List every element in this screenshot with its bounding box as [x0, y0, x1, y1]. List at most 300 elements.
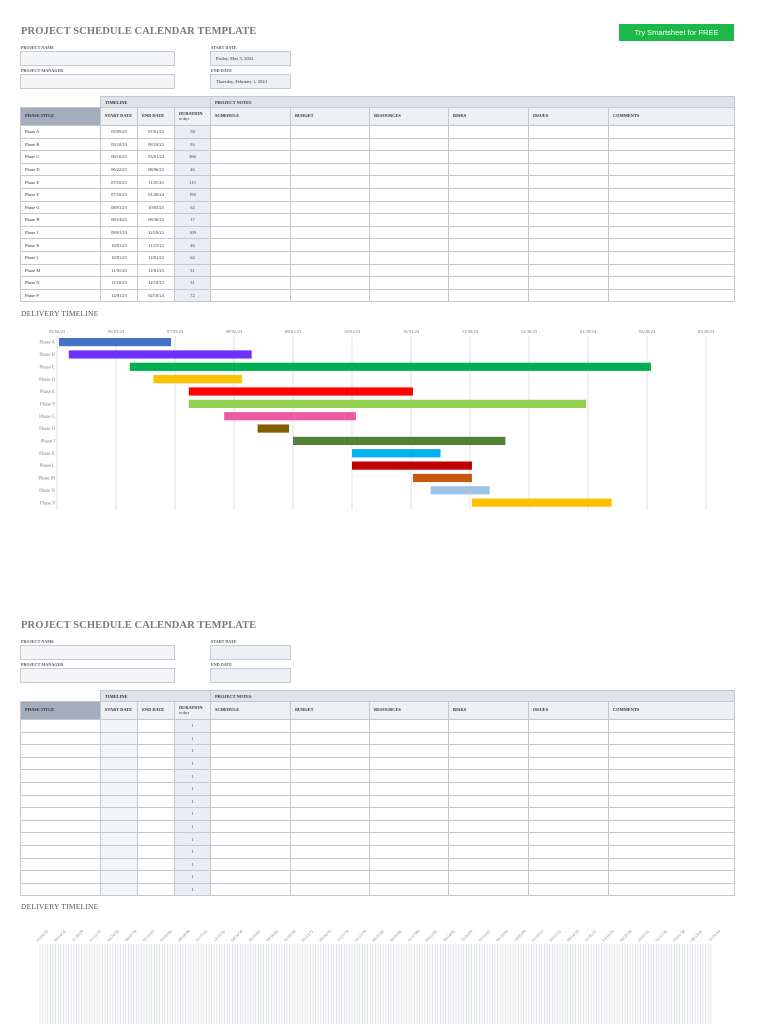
duration-cell[interactable]: 109 [175, 226, 211, 239]
schedule-cell[interactable] [211, 871, 291, 884]
phase-title-cell[interactable] [21, 820, 101, 833]
budget-cell[interactable] [291, 770, 370, 783]
start-date-cell[interactable] [101, 808, 138, 821]
resources-cell[interactable] [370, 226, 449, 239]
resources-cell[interactable] [370, 833, 449, 846]
schedule-cell[interactable] [211, 264, 291, 277]
resources-cell[interactable] [370, 795, 449, 808]
comments-cell[interactable] [609, 126, 735, 139]
comments-cell[interactable] [609, 883, 735, 896]
duration-cell[interactable]: 193 [175, 188, 211, 201]
risks-cell[interactable] [449, 126, 529, 139]
duration-cell[interactable]: 1 [175, 757, 211, 770]
budget-cell[interactable] [291, 845, 370, 858]
phase-title-cell[interactable]: Phase A [21, 126, 101, 139]
phase-title-cell[interactable]: Phase C [21, 151, 101, 164]
start-date-cell[interactable]: 12/01/23 [101, 289, 138, 302]
schedule-cell[interactable] [211, 126, 291, 139]
end-date-cell[interactable]: 08/30/23 [138, 214, 175, 227]
duration-cell[interactable]: 1 [175, 820, 211, 833]
risks-cell[interactable] [449, 871, 529, 884]
issues-cell[interactable] [529, 795, 609, 808]
issues-cell[interactable] [529, 151, 609, 164]
budget-cell[interactable] [291, 833, 370, 846]
phase-title-cell[interactable] [21, 795, 101, 808]
start-date-cell[interactable] [101, 732, 138, 745]
budget-cell[interactable] [291, 883, 370, 896]
risks-cell[interactable] [449, 138, 529, 151]
risks-cell[interactable] [449, 277, 529, 290]
duration-cell[interactable]: 1 [175, 732, 211, 745]
schedule-cell[interactable] [211, 239, 291, 252]
issues-cell[interactable] [529, 126, 609, 139]
phase-title-cell[interactable] [21, 833, 101, 846]
risks-cell[interactable] [449, 820, 529, 833]
schedule-cell[interactable] [211, 214, 291, 227]
phase-title-cell[interactable] [21, 757, 101, 770]
comments-cell[interactable] [609, 289, 735, 302]
resources-cell[interactable] [370, 845, 449, 858]
comments-cell[interactable] [609, 264, 735, 277]
start-date-cell[interactable] [101, 845, 138, 858]
comments-cell[interactable] [609, 795, 735, 808]
schedule-cell[interactable] [211, 770, 291, 783]
end-date-cell[interactable]: 12/01/23 [138, 264, 175, 277]
start-date-cell[interactable] [101, 858, 138, 871]
end-date-cell[interactable] [138, 795, 175, 808]
resources-cell[interactable] [370, 770, 449, 783]
phase-title-cell[interactable]: Phase J [21, 226, 101, 239]
issues-cell[interactable] [529, 770, 609, 783]
start-date-cell[interactable]: 08/01/23 [101, 201, 138, 214]
budget-cell[interactable] [291, 226, 370, 239]
start-date-cell[interactable]: 07/10/23 [101, 188, 138, 201]
end-date-cell[interactable] [138, 757, 175, 770]
table-row [21, 858, 735, 871]
schedule-cell[interactable] [211, 858, 291, 871]
duration-cell[interactable]: 62 [175, 201, 211, 214]
start-date-cell[interactable] [101, 720, 138, 733]
try-smartsheet-button[interactable]: Try Smartsheet for FREE [619, 24, 734, 41]
project-manager-label-2: PROJECT MANAGER [21, 662, 64, 667]
phase-title-cell[interactable] [21, 808, 101, 821]
x-tick-label: 12/15/56 [212, 928, 227, 943]
end-date-cell[interactable] [138, 770, 175, 783]
risks-cell[interactable] [449, 201, 529, 214]
phase-title-cell[interactable] [21, 782, 101, 795]
issues-cell[interactable] [529, 277, 609, 290]
risks-cell[interactable] [449, 151, 529, 164]
schedule-cell[interactable] [211, 808, 291, 821]
phase-title-cell[interactable]: Phase G [21, 201, 101, 214]
resources-cell[interactable] [370, 163, 449, 176]
end-date-cell[interactable]: 07/01/23 [138, 126, 175, 139]
duration-cell[interactable]: 46 [175, 239, 211, 252]
duration-cell[interactable]: 1 [175, 720, 211, 733]
issues-cell[interactable] [529, 214, 609, 227]
risks-cell[interactable] [449, 289, 529, 302]
end-date-cell[interactable]: 01/28/24 [138, 188, 175, 201]
resources-cell[interactable] [370, 188, 449, 201]
x-tick-label: 03/29/24 [697, 329, 715, 334]
resources-cell[interactable] [370, 201, 449, 214]
resources-cell[interactable] [370, 782, 449, 795]
issues-cell[interactable] [529, 820, 609, 833]
issues-cell[interactable] [529, 720, 609, 733]
issues-cell[interactable] [529, 201, 609, 214]
end-date-cell[interactable]: 11/01/23 [138, 176, 175, 189]
end-date-cell[interactable] [138, 808, 175, 821]
duration-cell[interactable]: 17 [175, 214, 211, 227]
end-date-cell[interactable] [138, 871, 175, 884]
risks-cell[interactable] [449, 745, 529, 758]
budget-cell[interactable] [291, 251, 370, 264]
project-manager-field-2[interactable] [20, 668, 175, 683]
schedule-cell[interactable] [211, 883, 291, 896]
comments-cell[interactable] [609, 138, 735, 151]
issues-cell[interactable] [529, 833, 609, 846]
comments-cell[interactable] [609, 871, 735, 884]
risks-cell[interactable] [449, 176, 529, 189]
end-date-cell[interactable] [138, 883, 175, 896]
comments-cell[interactable] [609, 782, 735, 795]
issues-cell[interactable] [529, 883, 609, 896]
duration-cell[interactable]: 266 [175, 151, 211, 164]
schedule-cell[interactable] [211, 138, 291, 151]
issues-cell[interactable] [529, 871, 609, 884]
start-date-cell[interactable] [101, 795, 138, 808]
schedule-cell[interactable] [211, 820, 291, 833]
issues-cell[interactable] [529, 757, 609, 770]
start-date-field-2[interactable] [210, 645, 291, 660]
end-date-cell[interactable] [138, 820, 175, 833]
duration-cell[interactable]: 1 [175, 858, 211, 871]
end-date-cell[interactable] [138, 745, 175, 758]
duration-cell[interactable]: 1 [175, 845, 211, 858]
schedule-cell[interactable] [211, 845, 291, 858]
phase-title-cell[interactable]: Phase N [21, 277, 101, 290]
end-date-cell[interactable] [138, 720, 175, 733]
end-date-cell[interactable]: 10/03/23 [138, 201, 175, 214]
start-date-cell[interactable]: 10/01/23 [101, 239, 138, 252]
comments-cell[interactable] [609, 163, 735, 176]
risks-cell[interactable] [449, 782, 529, 795]
risks-cell[interactable] [449, 770, 529, 783]
comments-cell[interactable] [609, 201, 735, 214]
resources-cell[interactable] [370, 176, 449, 189]
issues-cell[interactable] [529, 138, 609, 151]
resources-cell[interactable] [370, 820, 449, 833]
budget-cell[interactable] [291, 201, 370, 214]
issues-cell[interactable] [529, 251, 609, 264]
budget-cell[interactable] [291, 745, 370, 758]
end-date-cell[interactable] [138, 833, 175, 846]
comments-cell[interactable] [609, 770, 735, 783]
end-date-cell[interactable]: 12/18/23 [138, 226, 175, 239]
schedule-cell[interactable] [211, 745, 291, 758]
comments-cell[interactable] [609, 858, 735, 871]
schedule-cell[interactable] [211, 188, 291, 201]
phase-title-cell[interactable]: Phase L [21, 251, 101, 264]
schedule-cell[interactable] [211, 289, 291, 302]
issues-cell[interactable] [529, 188, 609, 201]
issues-cell[interactable] [529, 264, 609, 277]
comments-cell[interactable] [609, 720, 735, 733]
risks-cell[interactable] [449, 808, 529, 821]
start-date-field[interactable]: Friday, May 5, 2023 [210, 51, 291, 66]
phase-title-cell[interactable]: Phase E [21, 176, 101, 189]
risks-cell[interactable] [449, 214, 529, 227]
issues-cell[interactable] [529, 808, 609, 821]
end-date-cell[interactable]: 12/01/23 [138, 251, 175, 264]
col-duration-sub-2: in days [179, 710, 190, 715]
phase-title-cell[interactable]: Phase D [21, 163, 101, 176]
issues-cell[interactable] [529, 745, 609, 758]
schedule-cell[interactable] [211, 720, 291, 733]
resources-cell[interactable] [370, 251, 449, 264]
resources-cell[interactable] [370, 858, 449, 871]
duration-cell[interactable]: 1 [175, 833, 211, 846]
duration-cell[interactable]: 1 [175, 782, 211, 795]
end-date-field-2[interactable] [210, 668, 291, 683]
phase-title-cell[interactable] [21, 858, 101, 871]
comments-cell[interactable] [609, 732, 735, 745]
start-date-cell[interactable] [101, 871, 138, 884]
schedule-cell[interactable] [211, 277, 291, 290]
phase-title-cell[interactable] [21, 871, 101, 884]
resources-cell[interactable] [370, 239, 449, 252]
end-date-field[interactable]: Thursday, February 1, 2024 [210, 74, 291, 89]
issues-cell[interactable] [529, 163, 609, 176]
budget-cell[interactable] [291, 138, 370, 151]
budget-cell[interactable] [291, 858, 370, 871]
issues-cell[interactable] [529, 782, 609, 795]
budget-cell[interactable] [291, 176, 370, 189]
resources-cell[interactable] [370, 883, 449, 896]
phase-title-cell[interactable] [21, 732, 101, 745]
start-date-cell[interactable]: 06/10/23 [101, 151, 138, 164]
start-date-cell[interactable]: 10/01/23 [101, 251, 138, 264]
risks-cell[interactable] [449, 188, 529, 201]
budget-cell[interactable] [291, 277, 370, 290]
budget-cell[interactable] [291, 163, 370, 176]
project-name-field-2[interactable] [20, 645, 175, 660]
resources-cell[interactable] [370, 732, 449, 745]
comments-cell[interactable] [609, 808, 735, 821]
duration-cell[interactable]: 1 [175, 745, 211, 758]
schedule-cell[interactable] [211, 757, 291, 770]
budget-cell[interactable] [291, 757, 370, 770]
duration-cell[interactable]: 1 [175, 795, 211, 808]
resources-cell[interactable] [370, 151, 449, 164]
comments-cell[interactable] [609, 820, 735, 833]
col-duration-label-2: DURATION [179, 704, 203, 710]
budget-cell[interactable] [291, 782, 370, 795]
resources-cell[interactable] [370, 126, 449, 139]
resources-cell[interactable] [370, 138, 449, 151]
issues-cell[interactable] [529, 732, 609, 745]
start-date-cell[interactable] [101, 883, 138, 896]
start-date-cell[interactable]: 06/22/23 [101, 163, 138, 176]
risks-cell[interactable] [449, 858, 529, 871]
issues-cell[interactable] [529, 176, 609, 189]
start-date-cell[interactable]: 07/10/23 [101, 176, 138, 189]
budget-cell[interactable] [291, 871, 370, 884]
start-date-cell[interactable]: 05/10/23 [101, 138, 138, 151]
budget-cell[interactable] [291, 214, 370, 227]
duration-cell[interactable]: 93 [175, 138, 211, 151]
budget-cell[interactable] [291, 239, 370, 252]
schedule-cell[interactable] [211, 251, 291, 264]
end-date-cell[interactable] [138, 858, 175, 871]
end-date-cell[interactable] [138, 845, 175, 858]
end-date-cell[interactable]: 08/18/23 [138, 138, 175, 151]
schedule-cell[interactable] [211, 163, 291, 176]
start-date-cell[interactable] [101, 745, 138, 758]
comments-cell[interactable] [609, 214, 735, 227]
phase-title-cell[interactable] [21, 745, 101, 758]
budget-cell[interactable] [291, 808, 370, 821]
phase-title-cell[interactable]: Phase K [21, 239, 101, 252]
start-date-cell[interactable] [101, 782, 138, 795]
risks-cell[interactable] [449, 239, 529, 252]
comments-cell[interactable] [609, 151, 735, 164]
schedule-cell[interactable] [211, 782, 291, 795]
resources-cell[interactable] [370, 808, 449, 821]
resources-cell[interactable] [370, 757, 449, 770]
x-tick-label: 02/11/02 [477, 928, 492, 943]
risks-cell[interactable] [449, 757, 529, 770]
col-duration-2 [175, 702, 211, 720]
duration-cell[interactable]: 58 [175, 126, 211, 139]
duration-cell[interactable]: 1 [175, 770, 211, 783]
phase-title-cell[interactable] [21, 845, 101, 858]
risks-cell[interactable] [449, 795, 529, 808]
duration-cell[interactable]: 31 [175, 277, 211, 290]
budget-cell[interactable] [291, 795, 370, 808]
schedule-cell[interactable] [211, 176, 291, 189]
resources-cell[interactable] [370, 871, 449, 884]
end-date-cell[interactable] [138, 732, 175, 745]
phase-title-cell[interactable]: Phase P [21, 289, 101, 302]
budget-cell[interactable] [291, 126, 370, 139]
risks-cell[interactable] [449, 732, 529, 745]
resources-cell[interactable] [370, 277, 449, 290]
start-date-cell[interactable] [101, 833, 138, 846]
resources-cell[interactable] [370, 214, 449, 227]
schedule-cell[interactable] [211, 795, 291, 808]
comments-cell[interactable] [609, 176, 735, 189]
project-name-field[interactable] [20, 51, 175, 66]
comments-cell[interactable] [609, 277, 735, 290]
end-date-cell[interactable]: 12/10/23 [138, 277, 175, 290]
comments-cell[interactable] [609, 757, 735, 770]
budget-cell[interactable] [291, 264, 370, 277]
budget-cell[interactable] [291, 151, 370, 164]
issues-cell[interactable] [529, 239, 609, 252]
comments-cell[interactable] [609, 188, 735, 201]
phase-title-cell[interactable] [21, 720, 101, 733]
resources-cell[interactable] [370, 264, 449, 277]
duration-cell[interactable]: 1 [175, 871, 211, 884]
duration-cell[interactable]: 72 [175, 289, 211, 302]
phase-title-cell[interactable] [21, 883, 101, 896]
issues-cell[interactable] [529, 845, 609, 858]
risks-cell[interactable] [449, 163, 529, 176]
resources-cell[interactable] [370, 745, 449, 758]
comments-cell[interactable] [609, 745, 735, 758]
comments-cell[interactable] [609, 239, 735, 252]
budget-cell[interactable] [291, 188, 370, 201]
phase-title-cell[interactable]: Phase M [21, 264, 101, 277]
start-date-cell[interactable] [101, 770, 138, 783]
risks-cell[interactable] [449, 720, 529, 733]
phase-title-cell[interactable]: Phase F [21, 188, 101, 201]
start-date-cell[interactable]: 11/10/23 [101, 277, 138, 290]
start-date-cell[interactable] [101, 820, 138, 833]
start-date-cell[interactable]: 05/05/23 [101, 126, 138, 139]
duration-cell[interactable]: 46 [175, 163, 211, 176]
schedule-cell[interactable] [211, 201, 291, 214]
risks-cell[interactable] [449, 883, 529, 896]
issues-cell[interactable] [529, 226, 609, 239]
risks-cell[interactable] [449, 833, 529, 846]
budget-cell[interactable] [291, 732, 370, 745]
end-date-cell[interactable]: 11/15/23 [138, 239, 175, 252]
x-tick-label: 01/02/69 [282, 928, 297, 943]
issues-cell[interactable] [529, 289, 609, 302]
end-date-cell[interactable]: 08/06/23 [138, 163, 175, 176]
phase-title-cell[interactable]: Phase H [21, 214, 101, 227]
schedule-cell[interactable] [211, 151, 291, 164]
comments-cell[interactable] [609, 226, 735, 239]
budget-cell[interactable] [291, 289, 370, 302]
x-tick-label: 11/26/99 [459, 928, 474, 943]
schedule-cell[interactable] [211, 732, 291, 745]
risks-cell[interactable] [449, 845, 529, 858]
issues-cell[interactable] [529, 858, 609, 871]
resources-cell[interactable] [370, 720, 449, 733]
start-date-cell[interactable]: 09/01/23 [101, 226, 138, 239]
end-date-cell[interactable]: 02/10/24 [138, 289, 175, 302]
schedule-cell[interactable] [211, 833, 291, 846]
duration-cell[interactable]: 31 [175, 264, 211, 277]
risks-cell[interactable] [449, 251, 529, 264]
risks-cell[interactable] [449, 264, 529, 277]
end-date-cell[interactable] [138, 782, 175, 795]
comments-cell[interactable] [609, 251, 735, 264]
comments-cell[interactable] [609, 845, 735, 858]
timeline-header-2: TIMELINE [101, 691, 211, 702]
start-date-cell[interactable]: 11/01/23 [101, 264, 138, 277]
project-manager-field[interactable] [20, 74, 175, 89]
resources-cell[interactable] [370, 289, 449, 302]
phase-title-cell[interactable]: Phase B [21, 138, 101, 151]
duration-cell[interactable]: 1 [175, 883, 211, 896]
duration-cell[interactable]: 62 [175, 251, 211, 264]
schedule-cell[interactable] [211, 226, 291, 239]
comments-cell[interactable] [609, 833, 735, 846]
budget-cell[interactable] [291, 820, 370, 833]
risks-cell[interactable] [449, 226, 529, 239]
start-date-cell[interactable] [101, 757, 138, 770]
end-date-cell[interactable]: 03/01/24 [138, 151, 175, 164]
budget-cell[interactable] [291, 720, 370, 733]
duration-cell[interactable]: 113 [175, 176, 211, 189]
phase-title-cell[interactable] [21, 770, 101, 783]
duration-cell[interactable]: 1 [175, 808, 211, 821]
start-date-cell[interactable]: 08/14/23 [101, 214, 138, 227]
